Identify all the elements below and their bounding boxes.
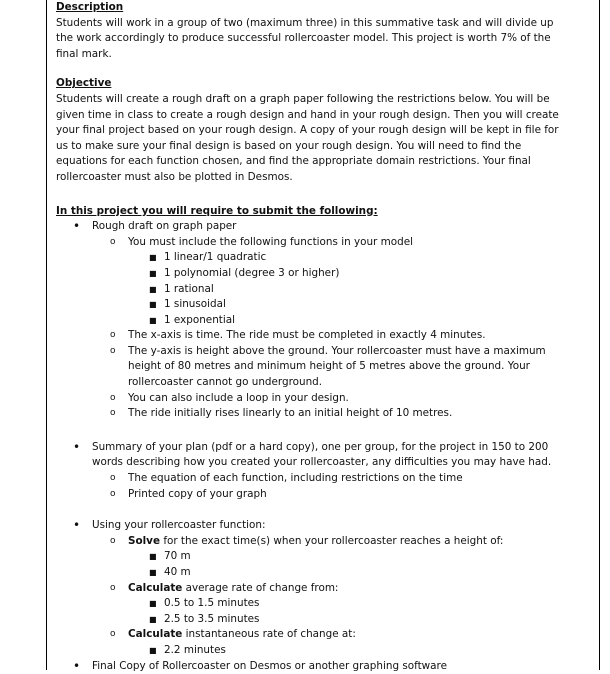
list-item-note: o The ride initially rises linearly to an initial height of 10 metres. <box>92 406 566 422</box>
list-item-solve: o Solve for the exact time(s) when your rollercoaster reaches a height of: ■ 70 m ■ 40 m <box>92 534 566 581</box>
circle-bullet-icon: o <box>110 345 116 356</box>
list-item-note: o The y-axis is height above the ground. Your rollercoaster must have a maximum height of 80 metres and minimum height of 5 metres above the ground. Your rollercoaster cannot go underground. <box>110 344 546 389</box>
square-bullet-icon: ■ <box>149 568 157 577</box>
objective-body: Students will create a rough draft on a graph paper following the restrictions below. You will be given time in class to create a rough design and hand in your rough design. Then you will create your final project based on your rough design. A copy of your rough design will be kept in file for us to make sure your final design is based on your rough design. You will need to find the equations for each function chosen, and find the appropriate domain restrictions. Your final rollercoaster must also be plotted in Desmos. <box>56 92 559 183</box>
square-bullet-icon: ■ <box>149 315 157 325</box>
description-body: Students will work in a group of two (maximum three) in this summative task and will divide up the work accordingly to produce successful rollercoaster model. This project is worth 7% of the final mark. <box>56 16 554 60</box>
circle-bullet-icon: o <box>110 392 116 403</box>
circle-bullet-icon: o <box>110 330 116 341</box>
objective-heading: Objective <box>56 77 112 90</box>
list-item-function: ■ 1 rational <box>128 282 566 298</box>
square-bullet-icon: ■ <box>149 552 157 562</box>
circle-bullet-icon: o <box>110 236 116 247</box>
list-item-summary <box>56 440 566 502</box>
bullet-icon: • <box>73 518 81 533</box>
circle-bullet-icon: o <box>110 535 116 546</box>
square-bullet-icon: ■ <box>149 284 157 294</box>
bullet-icon: • <box>73 658 81 673</box>
document-content <box>56 0 566 674</box>
square-bullet-icon: ■ <box>149 268 157 278</box>
list-item-average-rate: o Calculate average rate of change from: ■ 0.5 to 1.5 minutes ■ 2.5 to 3.5 minutes <box>92 581 566 628</box>
list-item-rough-draft <box>56 219 566 422</box>
bullet-icon: • <box>73 219 81 234</box>
requirements-heading: In this project you will require to submit the following: <box>56 204 378 217</box>
requirements-list <box>56 219 566 674</box>
list-item-note: o The x-axis is time. The ride must be completed in exactly 4 minutes. <box>92 328 566 344</box>
list-item-function: ■ 1 linear/1 quadratic <box>128 250 566 266</box>
list-item-using <box>56 518 566 658</box>
square-bullet-icon: ■ <box>149 645 157 655</box>
list-item-note: o You can also include a loop in your design. <box>92 391 566 407</box>
list-item-function: ■ 1 exponential <box>128 313 566 329</box>
square-bullet-icon: ■ <box>149 253 157 263</box>
list-item-include-functions <box>92 235 566 329</box>
summary-label: Summary of your plan (pdf or a hard copy), one per group, for the project in 150 to 200 words describing how you created your rollercoaster, any difficulties you may have had. <box>92 440 552 469</box>
include-functions-label: You must include the following functions in your model <box>128 235 413 248</box>
list-item-summary-detail: o Printed copy of your graph <box>92 487 566 503</box>
description-heading: Description <box>56 1 124 13</box>
square-bullet-icon: ■ <box>149 599 157 609</box>
final-copy-label: Final Copy of Rollercoaster on Desmos or another graphing software <box>92 659 447 672</box>
square-bullet-icon: ■ <box>149 614 157 624</box>
bullet-icon: • <box>73 439 81 454</box>
square-bullet-icon: ■ <box>149 300 157 310</box>
circle-bullet-icon: o <box>110 408 116 419</box>
list-item-summary-detail: o The equation of each function, including restrictions on the time <box>92 471 566 487</box>
using-label: Using your rollercoaster function: <box>92 519 266 532</box>
list-item-function: ■ 1 polynomial (degree 3 or higher) <box>128 266 566 282</box>
list-item-interval: ■ 0.5 to 1.5 minutes <box>128 596 566 612</box>
list-item-final-copy <box>56 659 566 674</box>
circle-bullet-icon: o <box>110 582 116 593</box>
list-item-interval: ■ 2.5 to 3.5 minutes <box>128 612 566 628</box>
circle-bullet-icon: o <box>110 473 116 484</box>
rough-draft-label: Rough draft on graph paper <box>92 220 237 233</box>
list-item-instant-rate: o Calculate instantaneous rate of change at: ■ 2.2 minutes <box>92 627 566 658</box>
list-item-instant: ■ 2.2 minutes <box>128 643 566 659</box>
list-item-function: ■ 1 sinusoidal <box>128 297 566 313</box>
circle-bullet-icon: o <box>110 629 116 640</box>
circle-bullet-icon: o <box>110 488 116 499</box>
list-item-height: ■ 70 m <box>128 549 566 565</box>
list-item-height: ■ 40 m <box>128 565 566 581</box>
